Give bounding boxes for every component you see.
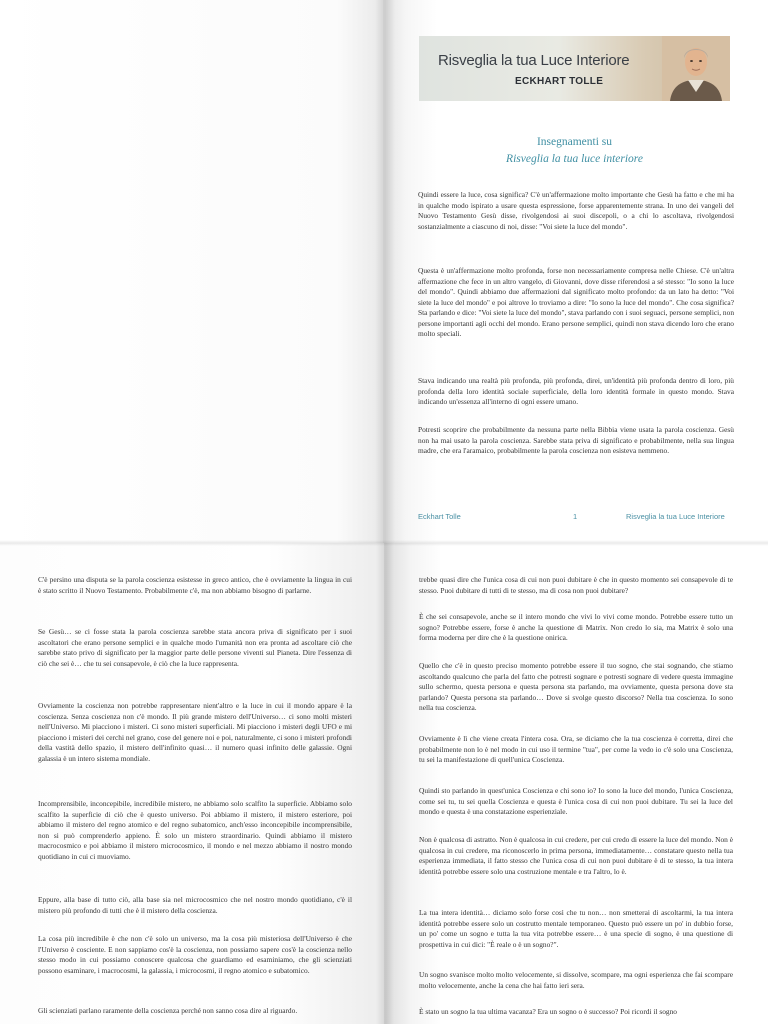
paragraph: Se Gesù… se ci fosse stata la parola coscienza sarebbe stata ancora priva di significato per i suoi ascoltatori che erano persone semplici e in qualche modo l'umanità non era pronta ad ascoltare ciò che sarebbe stato privo di significato per la maggior parte delle persone viventi sul Pianeta. Dire l'essenza di ciò che sei è… che tu sei consapevole, è ciò che la luce rappresenta. [38, 627, 352, 668]
heading-line2: Risveglia la tua luce interiore [506, 153, 643, 165]
paragraph: C'è persino una disputa se la parola coscienza esistesse in greco antico, che è ovviamente la lingua in cui è stato scritto il Nuovo Testamento. Probabilmente c'è, ma non abbiamo bisogno di parlarne. [38, 575, 352, 595]
paragraph: Quindi sto parlando in quest'unica Coscienza e chi sono io? Io sono la luce del mondo, l'unica Coscienza, come sei tu, tu sei quella Coscienza e questa è l'unica cosa di cui non puoi dubitare. Tu sei la luce del mondo e questa è una constatazione esperienziale. [419, 786, 733, 816]
paragraph: È stato un sogno la tua ultima vacanza? Era un sogno o è successo? Poi ricordi il sogno [419, 1007, 677, 1016]
footer-page-number: 1 [573, 512, 578, 521]
author-portrait [662, 36, 730, 101]
paragraph: Non è qualcosa di astratto. Non è qualcosa in cui credere, per cui credo di essere la luce del mondo. Non è qualcosa in cui credere, ma riconoscerlo in prima persona, immediatamente… constatare questo nella tua esperienza immediata, il fatto stesso che l'unica cosa di cui non puoi dubitare è di te stesso, la tua intera identità potrebbe essere solo una costruzione mentale e tra l'altro, lo è. [419, 835, 733, 876]
paragraph: Questa è un'affermazione molto profonda, forse non necessariamente compresa nelle Chiese. C'è un'altra affermazione che fece in un altro vangelo, di Giovanni, dove disse riferendosi a sé stesso: "Io sono la luce del mondo". Quindi abbiamo due affermazioni dal significato molto profondo: da un lato ha detto: "Voi siete la luce del mondo" e poi altrove lo troviamo a dire: "Io sono la luce del mondo". Che cosa significa? Sta parlando e dice: "Voi siete la luce del mondo", stava parlando con i suoi seguaci, persone semplici, non persone importanti agli occhi del mondo. Erano persone semplici, quindi non stava dicendo loro che erano molto speciali. [418, 266, 735, 338]
footer-author: Eckhart Tolle [418, 512, 461, 521]
paragraph: Quindi essere la luce, cosa significa? C'è un'affermazione molto importante che Gesù ha fatto e che mi ha in qualche modo ispirato a usare questa espressione, forse apparentemente strana. In uno dei vangeli del Nuovo Testamento Gesù disse, rivolgendosi ai suoi discepoli, o a chi lo ascoltava, rivolgendosi sostanzialmente a ciascuno di noi, disse: "Voi siete la luce del mondo". [418, 190, 734, 231]
paragraph: La tua intera identità… diciamo solo forse così che tu non… non smetterai di ascoltarmi, la tua intera identità potrebbe essere solo un costrutto mentale temporaneo. Questo può essere un po' in dubbio forse, un po' come un sogno e tutta la tua vita potrebbe essere… è una specie di sogno, è una questione di prospettiva in cui dici: "È reale o è un sogno?". [419, 908, 733, 949]
paragraph: Gli scienziati parlano raramente della coscienza perché non sanno cosa dire al riguardo. [38, 1006, 298, 1015]
paragraph: Incomprensibile, inconcepibile, incredibile mistero, ne abbiamo solo scalfito la superficie. Abbiamo solo scalfito la superficie di ciò che è questo universo. Poi abbiamo il mistero, il mistero esteriore, poi abbiamo il mistero del regno atomico e del regno subatomico, anch'esso inconcepibile incomprensibile, non si può comprenderlo appieno. È solo un mistero straordinario. Quindi abbiamo il mistero macrocosmico e poi abbiamo il mistero microcosmico, il mondo e nel mezzo abbiamo il nostro mondo quotidiano in cui ci muoviamo. [38, 799, 352, 861]
blank-left-page [0, 0, 383, 543]
paragraph: Eppure, alla base di tutto ciò, alla base sia nel microcosmico che nel nostro mondo quotidiano, c'è il mistero più profondo di tutti che è il mistero della coscienza. [38, 895, 352, 915]
footer-title: Risveglia la tua Luce Interiore [626, 512, 725, 521]
book-fold-shadow-bottom [376, 543, 394, 1024]
paragraph: Stava indicando una realtà più profonda, più profonda, direi, un'identità più profonda dentro di loro, più profonda della loro identità sociale superficiale, della loro identità formale in questo mondo. Stava indicando un'essenza all'interno di ogni essere umano. [418, 376, 734, 406]
banner-author: ECKHART TOLLE [515, 76, 604, 87]
paragraph: trebbe quasi dire che l'unica cosa di cui non puoi dubitare è che in questo momento sei consapevole di te stesso. Puoi dubitare di tutti di te stesso, ma di cosa non puoi dubitare? [419, 575, 733, 595]
paragraph: Potresti scoprire che probabilmente da nessuna parte nella Bibbia viene usata la parola coscienza. Gesù non ha mai usato la parola coscienza. Sarebbe stata priva di significato e probabilmente, nella sua lingua madre, che era l'aramaico, probabilmente la parola coscienza non esisteva nemmeno. [418, 425, 734, 455]
header-banner [419, 36, 730, 101]
page-seam [0, 540, 768, 546]
paragraph: Un sogno svanisce molto molto velocemente, si dissolve, scompare, ma ogni esperienza che fai scompare molto velocemente, anche la cena che hai fatto ieri sera. [419, 970, 733, 990]
paragraph: Ovviamente è lì che viene creata l'intera cosa. Ora, se diciamo che la tua coscienza è corretta, direi che probabilmente non lo è nel modo in cui uso il termine "tua", per come la vedo io c'è solo una Coscienza, tu sei la manifestazione di quell'unica Coscienza. [419, 734, 733, 764]
banner-title: Risveglia la tua Luce Interiore [438, 52, 630, 69]
heading-line1: Insegnamenti su [536, 136, 613, 148]
paragraph: Ovviamente la coscienza non potrebbe rappresentare nient'altro e la luce in cui il mondo appare è la coscienza. Senza coscienza non c'è mondo. Il più grande mistero dell'Universo… ci sono molti misteri nell'Universo. Mi piacciono i misteri. Ci sono misteri superficiali. Mi piacciono i misteri degli UFO e mi piacciono i misteri dei cerchi nel grano, cose del genere noi e poi, naturalmente, ci sono i misteri profondi della vastità dello spazio, il mistero dell'infinito quasi… il numero quasi infinito delle galassie. Ogni galassia è un intero sistema mondiale. [38, 701, 352, 763]
paragraph: Quello che c'è in questo preciso momento potrebbe essere il tuo sogno, che stai sognando, che stiamo ascoltando qualcuno che parla del fatto che potresti sognare e potresti sognare di vedere questa immagine sullo schermo, questa persona e questa persona sta parlando, ma ovviamente, questa persona dove sta parlando? Questa persona sta parlando… Dove si svolge questo discorso? Nella tua coscienza. Io sono nella tua coscienza. [419, 661, 733, 712]
paragraph: La cosa più incredibile è che non c'è solo un universo, ma la cosa più misteriosa dell'Universo è che l'Universo è cosciente. E non sappiamo cos'è la coscienza, non possiamo sapere cos'è la coscienza nello stesso modo in cui possiamo conoscere qualcosa che guardiamo ed esaminiamo, che gli scienziati possono esaminare, i macrocosmi, la galassia, i microcosmi, il regno atomico e subatomico. [38, 934, 352, 975]
paragraph: È che sei consapevole, anche se il intero mondo che vivi lo vivi come mondo. Potrebbe essere tutto un sogno? Potrebbe essere, forse è anche la questione di Matrix. Non credo lo sia, ma Matrix è solo una forma moderna per dire che è la questione onirica. [419, 612, 733, 642]
book-fold-shadow [375, 0, 395, 543]
